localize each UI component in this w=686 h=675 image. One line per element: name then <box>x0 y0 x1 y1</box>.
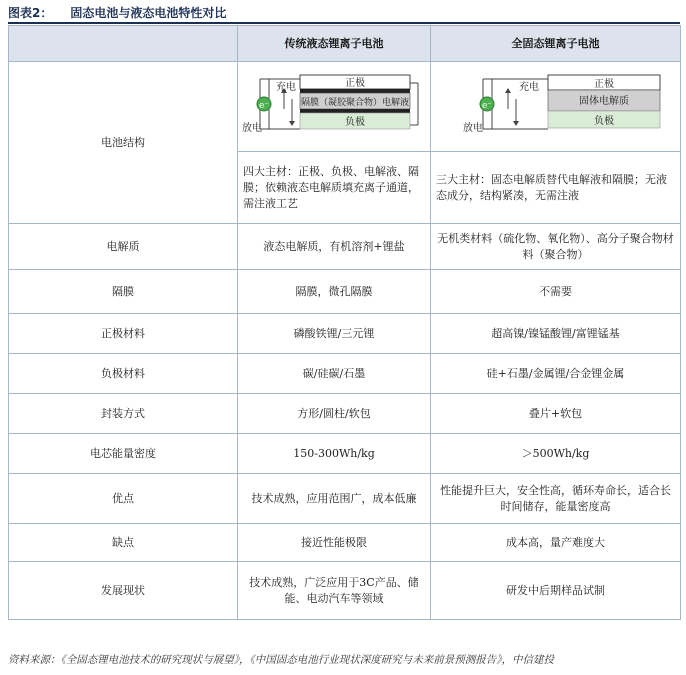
table-row <box>9 354 681 394</box>
liquid-cell: 接近性能极限 <box>238 524 431 562</box>
header-row <box>9 26 681 62</box>
solid-cell: 性能提升巨大，安全性高，循环寿命长，适合长时间储存，能量密度高 <box>431 474 681 524</box>
source-note: 资料来源：《全固态锂电池技术的研究现状与展望》，《中国固态电池行业现状深度研究与未来前景预测报告》，中信建投 <box>8 654 554 666</box>
row-label: 电池结构 <box>9 62 238 224</box>
separator-label: 隔膜（凝胶聚合物）电解液 <box>300 97 410 108</box>
discharge-label: 放电 <box>242 122 262 134</box>
liquid-cell: 技术成熟，应用范围广，成本低廉 <box>238 474 431 524</box>
solid-cell: 无机类材料（硫化物、氧化物）、高分子聚合物材料（聚合物） <box>431 224 681 270</box>
figure-title <box>8 4 226 21</box>
charge-label: 充电 <box>276 81 296 93</box>
solid-cell: 成本高，量产难度大 <box>431 524 681 562</box>
solid-diagram-cell <box>431 62 681 152</box>
solid-cell: 不需要 <box>431 270 681 314</box>
row-label: 隔膜 <box>9 270 238 314</box>
discharge-label: 放电 <box>463 122 483 134</box>
solid-battery-diagram <box>431 63 680 151</box>
liquid-cell: 碳/硅碳/石墨 <box>238 354 431 394</box>
table-row <box>9 474 681 524</box>
electrolyte-label: 固体电解质 <box>579 95 629 107</box>
liquid-cell: 150-300Wh/kg <box>238 434 431 474</box>
liquid-structure-cell: 四大主材：正极、负极、电解液、隔膜；依赖液态电解质填充离子通道，需注液工艺 <box>238 152 431 224</box>
liquid-battery-diagram <box>238 63 430 151</box>
header-label-cell <box>9 26 238 62</box>
liquid-top-layer <box>300 89 410 93</box>
header-solid: 全固态锂离子电池 <box>431 26 681 62</box>
figure-title-text: 固态电池与液态电池特性对比 <box>70 6 227 20</box>
table-row <box>9 394 681 434</box>
table-row <box>9 434 681 474</box>
solid-diagram-svg <box>431 63 681 151</box>
liquid-diagram-svg <box>238 63 431 151</box>
row-label: 缺点 <box>9 524 238 562</box>
liquid-cell: 隔膜，微孔隔膜 <box>238 270 431 314</box>
charge-label: 充电 <box>519 81 539 93</box>
anode-label: 负极 <box>345 116 365 128</box>
table-row <box>9 224 681 270</box>
table-row <box>9 270 681 314</box>
row-label: 负极材料 <box>9 354 238 394</box>
electron-label: e⁻ <box>481 100 493 111</box>
row-label: 电芯能量密度 <box>9 434 238 474</box>
solid-cell: 研发中后期样品试制 <box>431 562 681 620</box>
row-label: 封装方式 <box>9 394 238 434</box>
liquid-cell: 磷酸铁锂/三元锂 <box>238 314 431 354</box>
electron-label: e⁻ <box>258 100 270 111</box>
row-label: 电解质 <box>9 224 238 270</box>
solid-cell: 叠片+软包 <box>431 394 681 434</box>
liquid-cell: 液态电解质，有机溶剂+锂盐 <box>238 224 431 270</box>
liquid-diagram-cell <box>238 62 431 152</box>
comparison-table <box>8 25 681 620</box>
header-liquid: 传统液态锂离子电池 <box>238 26 431 62</box>
cathode-label: 正极 <box>345 77 365 89</box>
solid-cell: ＞500Wh/kg <box>431 434 681 474</box>
cathode-label: 正极 <box>594 78 614 90</box>
liquid-cell: 方形/圆柱/软包 <box>238 394 431 434</box>
table-row <box>9 314 681 354</box>
solid-cell: 硅+石墨/金属锂/合金锂金属 <box>431 354 681 394</box>
solid-structure-cell: 三大主材：固态电解质替代电解液和隔膜；无液态成分，结构紧凑，无需注液 <box>431 152 681 224</box>
anode-label: 负极 <box>594 115 614 127</box>
liquid-cell: 技术成熟，广泛应用于3C产品、储能、电动汽车等领域 <box>238 562 431 620</box>
table-row <box>9 562 681 620</box>
row-label: 优点 <box>9 474 238 524</box>
solid-cell: 超高镍/镍锰酸锂/富锂锰基 <box>431 314 681 354</box>
table-row <box>9 524 681 562</box>
row-label: 发展现状 <box>9 562 238 620</box>
table-row <box>9 62 681 152</box>
liquid-bottom-layer <box>300 109 410 113</box>
title-rule <box>8 22 680 24</box>
figure-number: 图表2： <box>8 6 53 20</box>
row-label: 正极材料 <box>9 314 238 354</box>
